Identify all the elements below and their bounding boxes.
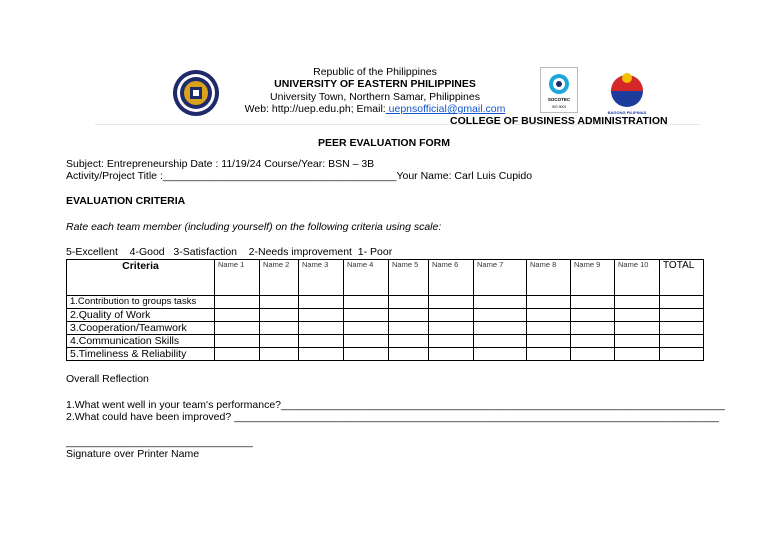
total-header: TOTAL bbox=[660, 260, 704, 296]
rating-cell[interactable] bbox=[344, 309, 389, 322]
rating-cell[interactable] bbox=[215, 322, 260, 335]
rating-cell[interactable] bbox=[571, 309, 615, 322]
name-header: Name 5 bbox=[389, 260, 429, 296]
total-cell[interactable] bbox=[660, 296, 704, 309]
rating-cell[interactable] bbox=[527, 322, 571, 335]
republic-text: Republic of the Philippines bbox=[313, 66, 437, 78]
email-link[interactable]: uepnsofficial@gmail.com bbox=[385, 103, 506, 115]
rating-cell[interactable] bbox=[527, 309, 571, 322]
rating-cell[interactable] bbox=[429, 335, 474, 348]
university-address: University Town, Northern Samar, Philippines bbox=[270, 91, 480, 103]
rating-cell[interactable] bbox=[389, 296, 429, 309]
rating-cell[interactable] bbox=[429, 348, 474, 361]
subject-line: Subject: Entrepreneurship Date : 11/19/24 Course/Year: BSN – 3B bbox=[66, 158, 375, 170]
rating-cell[interactable] bbox=[344, 322, 389, 335]
rating-cell[interactable] bbox=[429, 296, 474, 309]
criteria-heading: EVALUATION CRITERIA bbox=[66, 195, 186, 207]
rating-cell[interactable] bbox=[215, 348, 260, 361]
criteria-cell: 2.Quality of Work bbox=[67, 309, 215, 322]
evaluation-table bbox=[66, 259, 704, 361]
signature-label: Signature over Printer Name bbox=[66, 448, 200, 460]
rating-cell[interactable] bbox=[215, 309, 260, 322]
college-name: COLLEGE OF BUSINESS ADMINISTRATION bbox=[450, 115, 668, 127]
table-header-row bbox=[67, 260, 704, 296]
name-header: Name 9 bbox=[571, 260, 615, 296]
rating-cell[interactable] bbox=[571, 335, 615, 348]
rating-cell[interactable] bbox=[299, 348, 344, 361]
bagong-pilipinas-logo-text: BAGONG PILIPINAS bbox=[607, 110, 647, 115]
criteria-cell: 1.Contribution to groups tasks bbox=[67, 296, 215, 309]
signature-line: ________________________________ bbox=[66, 436, 253, 448]
rating-scale: 5-Excellent 4-Good 3-Satisfaction 2-Needs improvement 1- Poor bbox=[66, 246, 393, 258]
total-cell[interactable] bbox=[660, 335, 704, 348]
table-row bbox=[67, 322, 704, 335]
rating-cell[interactable] bbox=[389, 335, 429, 348]
rating-cell[interactable] bbox=[389, 348, 429, 361]
name-header: Name 2 bbox=[260, 260, 299, 296]
rating-cell[interactable] bbox=[474, 335, 527, 348]
name-header: Name 10 bbox=[615, 260, 660, 296]
rating-cell[interactable] bbox=[389, 309, 429, 322]
rating-cell[interactable] bbox=[299, 322, 344, 335]
rating-cell[interactable] bbox=[571, 322, 615, 335]
socotec-logo bbox=[540, 67, 578, 113]
rating-cell[interactable] bbox=[260, 348, 299, 361]
name-header: Name 8 bbox=[527, 260, 571, 296]
name-header: Name 7 bbox=[474, 260, 527, 296]
rating-cell[interactable] bbox=[615, 322, 660, 335]
table-row bbox=[67, 309, 704, 322]
rating-cell[interactable] bbox=[260, 322, 299, 335]
name-header: Name 6 bbox=[429, 260, 474, 296]
rating-cell[interactable] bbox=[429, 309, 474, 322]
rating-cell[interactable] bbox=[429, 322, 474, 335]
rating-cell[interactable] bbox=[299, 309, 344, 322]
rating-cell[interactable] bbox=[615, 309, 660, 322]
name-header: Name 3 bbox=[299, 260, 344, 296]
rating-cell[interactable] bbox=[474, 296, 527, 309]
total-cell[interactable] bbox=[660, 322, 704, 335]
socotec-logo-text: SOCOTEC bbox=[547, 97, 571, 102]
rating-cell[interactable] bbox=[474, 322, 527, 335]
rating-cell[interactable] bbox=[299, 335, 344, 348]
rating-cell[interactable] bbox=[571, 348, 615, 361]
rating-cell[interactable] bbox=[215, 335, 260, 348]
rating-cell[interactable] bbox=[615, 335, 660, 348]
rating-cell[interactable] bbox=[299, 296, 344, 309]
rating-cell[interactable] bbox=[260, 296, 299, 309]
rating-cell[interactable] bbox=[527, 348, 571, 361]
rating-cell[interactable] bbox=[527, 335, 571, 348]
rating-cell[interactable] bbox=[344, 335, 389, 348]
reflection-question-1: 1.What went well in your team's performance?____________________________________________________________________________ bbox=[66, 399, 725, 411]
rating-cell[interactable] bbox=[527, 296, 571, 309]
rating-cell[interactable] bbox=[215, 296, 260, 309]
rating-cell[interactable] bbox=[344, 348, 389, 361]
reflection-heading: Overall Reflection bbox=[66, 373, 149, 385]
rating-cell[interactable] bbox=[474, 309, 527, 322]
total-cell[interactable] bbox=[660, 348, 704, 361]
rating-cell[interactable] bbox=[571, 296, 615, 309]
rating-cell[interactable] bbox=[344, 296, 389, 309]
total-cell[interactable] bbox=[660, 309, 704, 322]
table-row bbox=[67, 348, 704, 361]
rating-cell[interactable] bbox=[474, 348, 527, 361]
rating-cell[interactable] bbox=[260, 335, 299, 348]
rating-cell[interactable] bbox=[260, 309, 299, 322]
rating-cell[interactable] bbox=[389, 322, 429, 335]
criteria-cell: 3.Cooperation/Teamwork bbox=[67, 322, 215, 335]
rating-cell[interactable] bbox=[615, 348, 660, 361]
header-divider bbox=[95, 124, 700, 125]
instruction-text: Rate each team member (including yourself) on the following criteria using scale: bbox=[66, 221, 442, 233]
activity-line: Activity/Project Title :________________________________________Your Name: Carl Luis Cupido bbox=[66, 170, 533, 182]
criteria-cell: 4.Communication Skills bbox=[67, 335, 215, 348]
name-header: Name 4 bbox=[344, 260, 389, 296]
university-name: UNIVERSITY OF EASTERN PHILIPPINES bbox=[274, 78, 476, 90]
form-title: PEER EVALUATION FORM bbox=[317, 137, 451, 149]
criteria-header: Criteria bbox=[67, 260, 215, 296]
criteria-cell: 5.Timeliness & Reliability bbox=[67, 348, 215, 361]
reflection-question-2: 2.What could have been improved? ___________________________________________________________________________________ bbox=[66, 411, 719, 423]
name-header: Name 1 bbox=[215, 260, 260, 296]
web-text: Web: http://uep.edu.ph; Email: bbox=[244, 103, 386, 115]
rating-cell[interactable] bbox=[615, 296, 660, 309]
bagong-pilipinas-logo bbox=[605, 69, 649, 117]
table-row bbox=[67, 296, 704, 309]
table-row bbox=[67, 335, 704, 348]
socotec-cert-text: ISO 9001 bbox=[551, 105, 567, 109]
